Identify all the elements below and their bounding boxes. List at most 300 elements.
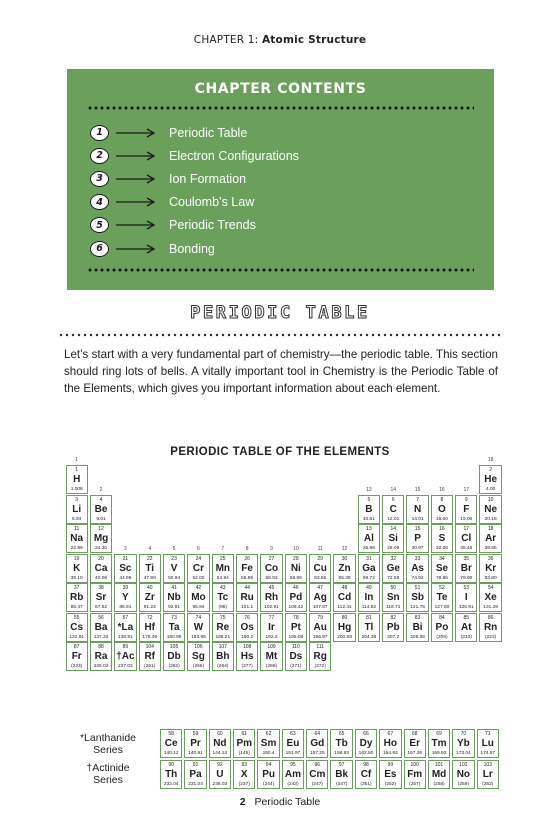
atomic-mass: 164.93 [383, 751, 398, 756]
element-symbol: Pr [190, 738, 201, 749]
lanthanide-label-line2: Series [93, 744, 123, 756]
lanthanide-cell [233, 729, 255, 758]
element-symbol: Br [460, 562, 472, 574]
atomic-mass: 16.00 [435, 516, 448, 522]
atomic-mass: 26.98 [362, 546, 375, 551]
lanthanide-cell [355, 729, 377, 758]
atomic-number: 32 [390, 555, 397, 562]
atomic-mass: 39.95 [484, 546, 497, 551]
element-cell [479, 524, 501, 553]
lanthanide-cell [209, 729, 231, 758]
atomic-number: 39 [122, 585, 129, 591]
element-cell [431, 583, 453, 612]
actinide-cell [184, 760, 206, 789]
element-cell [90, 524, 112, 553]
element-cell [333, 554, 355, 583]
element-cell [66, 495, 88, 524]
header-topic: Atomic Structure [261, 34, 367, 46]
atomic-number: 105 [169, 644, 179, 650]
atomic-mass: (257) [409, 782, 421, 787]
atomic-number: 46 [293, 585, 299, 591]
element-cell [212, 583, 234, 612]
element-symbol: Pm [236, 738, 253, 749]
element-cell [212, 554, 234, 583]
atomic-number: 53 [463, 585, 470, 591]
element-cell [455, 613, 477, 642]
element-cell [139, 642, 161, 671]
group-number-label: 6 [197, 545, 200, 552]
group-number-label: 13 [366, 486, 372, 493]
element-symbol: Sg [192, 651, 205, 662]
atomic-mass: 238.03 [212, 782, 228, 787]
atomic-number: 72 [146, 614, 153, 621]
atomic-mass: (98) [218, 605, 228, 610]
atomic-mass: 162.50 [358, 751, 374, 756]
atomic-number: 81 [366, 614, 372, 621]
element-symbol: Kr [485, 562, 497, 574]
atomic-mass: 208.98 [410, 634, 425, 640]
element-cell [66, 613, 88, 642]
atomic-number: 75 [220, 614, 226, 621]
atomic-mass: (223) [71, 664, 83, 669]
atomic-mass: 173.04 [456, 751, 471, 756]
atomic-number: 96 [314, 762, 321, 768]
atomic-number: 34 [439, 555, 445, 562]
element-symbol: In [364, 592, 374, 603]
element-cell [431, 554, 453, 583]
element-cell [114, 583, 136, 612]
group-number-label: 14 [390, 486, 397, 493]
atomic-mass: 50.94 [168, 575, 181, 581]
element-symbol: Xe [484, 592, 497, 603]
number-circle-icon: 6 [90, 241, 109, 257]
atomic-number: 84 [439, 614, 445, 621]
atomic-number: 68 [411, 731, 418, 737]
section-title: PERIODIC TABLE [190, 303, 370, 323]
element-symbol: O [438, 503, 446, 515]
atomic-number: 86 [487, 614, 494, 621]
element-symbol: Ar [485, 533, 497, 544]
number-circle-icon: 5 [90, 217, 109, 233]
atomic-mass: 151.97 [285, 751, 301, 756]
page-number: 2 [239, 796, 246, 808]
atomic-number: 85 [463, 614, 470, 621]
atomic-number: 45 [268, 585, 275, 591]
atomic-mass: 87.62 [95, 605, 108, 610]
element-cell [90, 642, 112, 671]
element-symbol: Ni [290, 562, 301, 574]
atomic-number: 6 [391, 496, 395, 503]
element-cell [260, 554, 282, 583]
atomic-mass: 47.90 [143, 575, 156, 581]
group-number-label: 15 [414, 486, 421, 493]
element-cell [114, 613, 136, 642]
element-symbol: Bh [216, 651, 230, 662]
atomic-mass: 55.85 [241, 575, 254, 581]
group-number-label: 9 [270, 545, 273, 552]
atomic-mass: 1.008 [70, 487, 83, 492]
atomic-mass: 85.47 [70, 605, 83, 610]
element-cell [285, 554, 307, 583]
actinide-series-label [72, 762, 144, 786]
element-cell [163, 554, 185, 583]
group-number-label: 1 [75, 457, 79, 463]
element-symbol: Se [435, 562, 449, 574]
atomic-number: 51 [414, 585, 421, 591]
element-symbol: Po [435, 621, 449, 633]
element-cell [163, 583, 185, 612]
element-cell [187, 583, 209, 612]
element-symbol: X [240, 769, 248, 780]
atomic-number: 24 [195, 555, 202, 562]
element-symbol: Ru [240, 592, 254, 603]
actinide-cell [306, 760, 328, 789]
element-symbol: B [365, 503, 373, 515]
actinide-cell [355, 760, 377, 789]
atomic-number: 95 [290, 762, 296, 768]
element-cell [212, 613, 234, 642]
element-cell [358, 495, 380, 524]
actinide-cell [257, 760, 279, 789]
atomic-number: 109 [267, 644, 276, 650]
atomic-number: 89 [122, 644, 129, 650]
atomic-mass: 6.94 [72, 516, 82, 522]
lanthanide-cell [330, 729, 352, 758]
atomic-number: 110 [291, 644, 300, 650]
atomic-number: 12 [98, 526, 104, 532]
element-symbol: Bk [335, 769, 349, 780]
element-symbol: Ca [94, 562, 108, 574]
element-cell [479, 583, 501, 612]
atomic-mass: 65.39 [338, 575, 351, 581]
atomic-number: 108 [242, 644, 252, 650]
element-cell [309, 583, 331, 612]
atomic-number: 49 [366, 585, 372, 591]
element-symbol: Rh [264, 592, 279, 603]
atomic-number: 57 [122, 614, 129, 621]
atomic-number: 43 [220, 585, 226, 591]
element-cell [163, 642, 185, 671]
atomic-number: 65 [338, 731, 345, 737]
atomic-number: 38 [98, 585, 104, 591]
element-symbol: No [456, 769, 471, 780]
element-symbol: Pd [289, 592, 303, 603]
actinide-cell [209, 760, 231, 789]
atomic-number: 42 [195, 585, 202, 591]
element-symbol: Fr [71, 651, 82, 662]
atomic-number: 4 [99, 496, 103, 503]
atomic-mass: 12.01 [387, 516, 400, 522]
atomic-number: 69 [436, 731, 442, 737]
group-number-label: 17 [463, 486, 470, 493]
atomic-mass: (259) [457, 782, 469, 787]
atomic-number: 15 [414, 526, 421, 532]
atomic-mass: 44.96 [119, 575, 132, 581]
actinide-cell [428, 760, 450, 789]
periodic-table-title: PERIODIC TABLE OF THE ELEMENTS [170, 446, 390, 458]
atomic-number: 71 [484, 731, 491, 737]
atomic-number: 30 [341, 555, 348, 562]
atomic-mass: 22.99 [70, 546, 83, 551]
atomic-mass: 107.87 [312, 605, 328, 610]
atomic-number: 18 [487, 526, 494, 532]
atomic-mass: 158.93 [334, 751, 349, 756]
atomic-number: 92 [217, 762, 223, 768]
element-cell [382, 554, 404, 583]
group-number-label: 5 [172, 545, 176, 552]
element-symbol: Hf [144, 621, 156, 633]
element-cell [431, 524, 453, 553]
element-cell [358, 524, 380, 553]
element-cell [66, 465, 88, 494]
atomic-mass: 19.00 [460, 516, 473, 522]
lanthanide-label-line1: *Lanthanide [79, 732, 137, 744]
atomic-mass: (244) [262, 782, 275, 787]
atomic-number: 91 [192, 762, 199, 768]
atomic-number: 29 [317, 555, 323, 562]
atomic-mass: 186.21 [215, 634, 231, 640]
element-symbol: Tm [431, 738, 447, 749]
element-cell [66, 554, 88, 583]
atomic-mass: (210) [460, 634, 472, 640]
group-number-label: 16 [439, 486, 445, 493]
atomic-mass: (247) [311, 782, 323, 787]
element-cell [479, 465, 501, 494]
lanthanide-cell [379, 729, 401, 758]
atomic-number: 52 [439, 585, 445, 591]
element-cell [309, 642, 331, 671]
element-cell [114, 642, 136, 671]
atomic-mass: (222) [485, 634, 497, 640]
element-symbol: Md [431, 769, 447, 780]
atomic-number: 59 [192, 731, 199, 737]
atomic-number: 94 [265, 762, 272, 768]
element-symbol: Be [94, 503, 108, 515]
actinide-cell [282, 760, 304, 789]
element-symbol: Mg [93, 533, 109, 544]
element-cell [212, 642, 234, 671]
element-symbol: Sr [95, 592, 107, 603]
atomic-number: 19 [73, 555, 80, 562]
element-symbol: Sc [119, 562, 132, 574]
atomic-mass: 52.00 [192, 575, 205, 581]
atomic-number: 10 [487, 496, 494, 503]
atomic-mass: (258) [433, 782, 445, 787]
element-cell [187, 554, 209, 583]
atomic-mass: 200.59 [337, 634, 352, 640]
element-symbol: Ce [164, 738, 178, 749]
element-symbol: C [389, 503, 397, 515]
atomic-mass: 28.09 [387, 546, 400, 551]
actinide-label-line1: †Actinide [86, 762, 130, 774]
atomic-number: 83 [414, 614, 421, 621]
atomic-number: 22 [146, 555, 153, 562]
element-cell [139, 583, 161, 612]
element-symbol: Cr [192, 562, 204, 574]
atomic-number: 11 [74, 526, 80, 532]
element-symbol: Sm [260, 738, 277, 749]
atomic-number: 2 [489, 467, 493, 473]
element-cell [309, 613, 331, 642]
contents-item-label: Bonding [169, 241, 215, 256]
element-symbol: Mt [265, 651, 278, 662]
atomic-mass: (277) [241, 664, 253, 669]
element-symbol: Cu [313, 562, 327, 574]
element-cell [260, 583, 282, 612]
element-symbol: Pb [386, 621, 400, 633]
contents-item-label: Ion Formation [169, 171, 247, 186]
header-chapter: CHAPTER 1: [193, 34, 259, 46]
element-cell [479, 554, 501, 583]
element-symbol: Ne [484, 503, 498, 515]
footer-title: Periodic Table [254, 796, 321, 808]
element-symbol: At [461, 621, 472, 633]
actinide-label-line2: Series [93, 774, 123, 786]
actinide-cell [160, 760, 182, 789]
atomic-mass: 118.71 [386, 605, 401, 610]
atomic-number: 93 [241, 762, 248, 768]
atomic-mass: 140.12 [163, 751, 179, 756]
atomic-mass: 132.91 [69, 634, 85, 640]
group-number-label: 12 [341, 545, 348, 552]
atomic-mass: 183.85 [191, 634, 206, 640]
element-cell [455, 495, 477, 524]
element-symbol: Db [167, 651, 181, 662]
atomic-number: 98 [363, 762, 369, 768]
element-cell [455, 554, 477, 583]
atomic-mass: (262) [168, 664, 180, 669]
actinide-cell [330, 760, 352, 789]
element-symbol: Sb [411, 592, 424, 603]
element-cell [66, 583, 88, 612]
element-symbol: Fm [407, 769, 423, 780]
element-cell [333, 613, 355, 642]
element-symbol: Rg [313, 651, 327, 662]
atomic-mass: 10.81 [362, 516, 375, 522]
intro-paragraph: Let’s start with a very fundamental part of chemistry—the periodic table. This section should ring lots of bells. A vitally important tool in Chemistry is the Periodic Table of the Elements, which gives you important information about each element. [64, 348, 498, 395]
atomic-number: 99 [387, 762, 394, 768]
element-symbol: Na [70, 533, 84, 544]
element-symbol: V [170, 562, 178, 574]
atomic-mass: 144.24 [212, 751, 228, 756]
atomic-number: 55 [73, 614, 80, 621]
group-number-label: 7 [221, 545, 225, 552]
element-symbol: I [464, 592, 468, 603]
group-number-label: 18 [487, 457, 494, 463]
atomic-mass: 32.06 [435, 546, 448, 551]
atomic-mass: 232.04 [163, 782, 179, 787]
atomic-number: 7 [416, 496, 419, 503]
atomic-mass: (243) [287, 782, 299, 787]
atomic-number: 78 [293, 614, 299, 621]
element-cell [406, 495, 428, 524]
atomic-mass: 79.90 [460, 575, 473, 581]
atomic-number: 102 [459, 762, 468, 768]
element-symbol: Pa [189, 769, 202, 780]
lanthanide-cell [257, 729, 279, 758]
atomic-number: 13 [366, 526, 372, 532]
element-symbol: Al [363, 533, 374, 544]
atomic-number: 56 [98, 614, 104, 621]
element-cell [406, 583, 428, 612]
atomic-number: 37 [73, 585, 80, 591]
atomic-number: 58 [168, 731, 174, 737]
element-cell [90, 583, 112, 612]
atomic-mass: 30.97 [411, 546, 424, 551]
element-symbol: Pu [262, 769, 275, 780]
atomic-mass: 178.49 [142, 634, 158, 640]
group-number-label: 3 [123, 545, 127, 552]
atomic-mass: 83.80 [484, 575, 497, 581]
atomic-mass: 54.94 [216, 575, 229, 581]
element-symbol: Ge [386, 562, 400, 574]
atomic-mass: 101.1 [241, 605, 254, 610]
atomic-mass: 102.91 [264, 605, 279, 610]
element-symbol: Cf [360, 769, 372, 780]
group-number-label: 2 [99, 486, 103, 493]
element-symbol: Es [384, 769, 397, 780]
atomic-number: 82 [390, 614, 397, 621]
element-cell [90, 613, 112, 642]
element-cell [358, 554, 380, 583]
atomic-number: 17 [463, 526, 470, 532]
element-symbol: Mn [215, 562, 231, 574]
atomic-number: 23 [171, 555, 177, 562]
element-symbol: Lu [481, 738, 494, 749]
atomic-mass: 14.01 [411, 516, 424, 522]
element-symbol: Li [72, 503, 82, 515]
element-cell [309, 554, 331, 583]
atomic-mass: 20.18 [484, 516, 497, 522]
group-number-label: 4 [148, 545, 152, 552]
element-cell [382, 495, 404, 524]
number-circle-icon: 1 [90, 125, 109, 141]
element-symbol: *La [117, 621, 134, 633]
element-cell [285, 642, 307, 671]
element-cell [455, 583, 477, 612]
element-symbol: Ag [313, 592, 327, 603]
atomic-number: 80 [341, 614, 348, 621]
page-footer [0, 796, 560, 808]
atomic-mass: 24.30 [95, 546, 108, 551]
atomic-number: 90 [168, 762, 174, 768]
atomic-mass: 35.45 [460, 546, 473, 551]
element-symbol: H [73, 474, 81, 485]
element-symbol: Sn [386, 592, 400, 603]
atomic-number: 3 [75, 496, 79, 503]
atomic-mass: 227.03 [118, 664, 133, 669]
atomic-mass: 39.10 [70, 575, 83, 581]
element-symbol: Cm [309, 769, 326, 780]
atomic-mass: (261) [144, 664, 156, 669]
atomic-mass: 204.38 [361, 634, 377, 640]
element-cell [479, 613, 501, 642]
atomic-number: 62 [265, 731, 272, 737]
atomic-number: 77 [268, 614, 275, 621]
atomic-number: 47 [317, 585, 323, 591]
element-symbol: Rf [144, 651, 156, 662]
group-number-label: 11 [317, 545, 323, 552]
atomic-mass: 69.72 [362, 575, 375, 581]
atomic-mass: 207.2 [387, 634, 400, 640]
element-symbol: Tb [335, 738, 348, 749]
atomic-mass: (251) [360, 782, 372, 787]
atomic-number: 9 [464, 496, 468, 503]
element-cell [139, 613, 161, 642]
element-symbol: Tl [364, 621, 374, 633]
element-symbol: P [414, 533, 421, 544]
element-symbol: Th [165, 769, 178, 780]
